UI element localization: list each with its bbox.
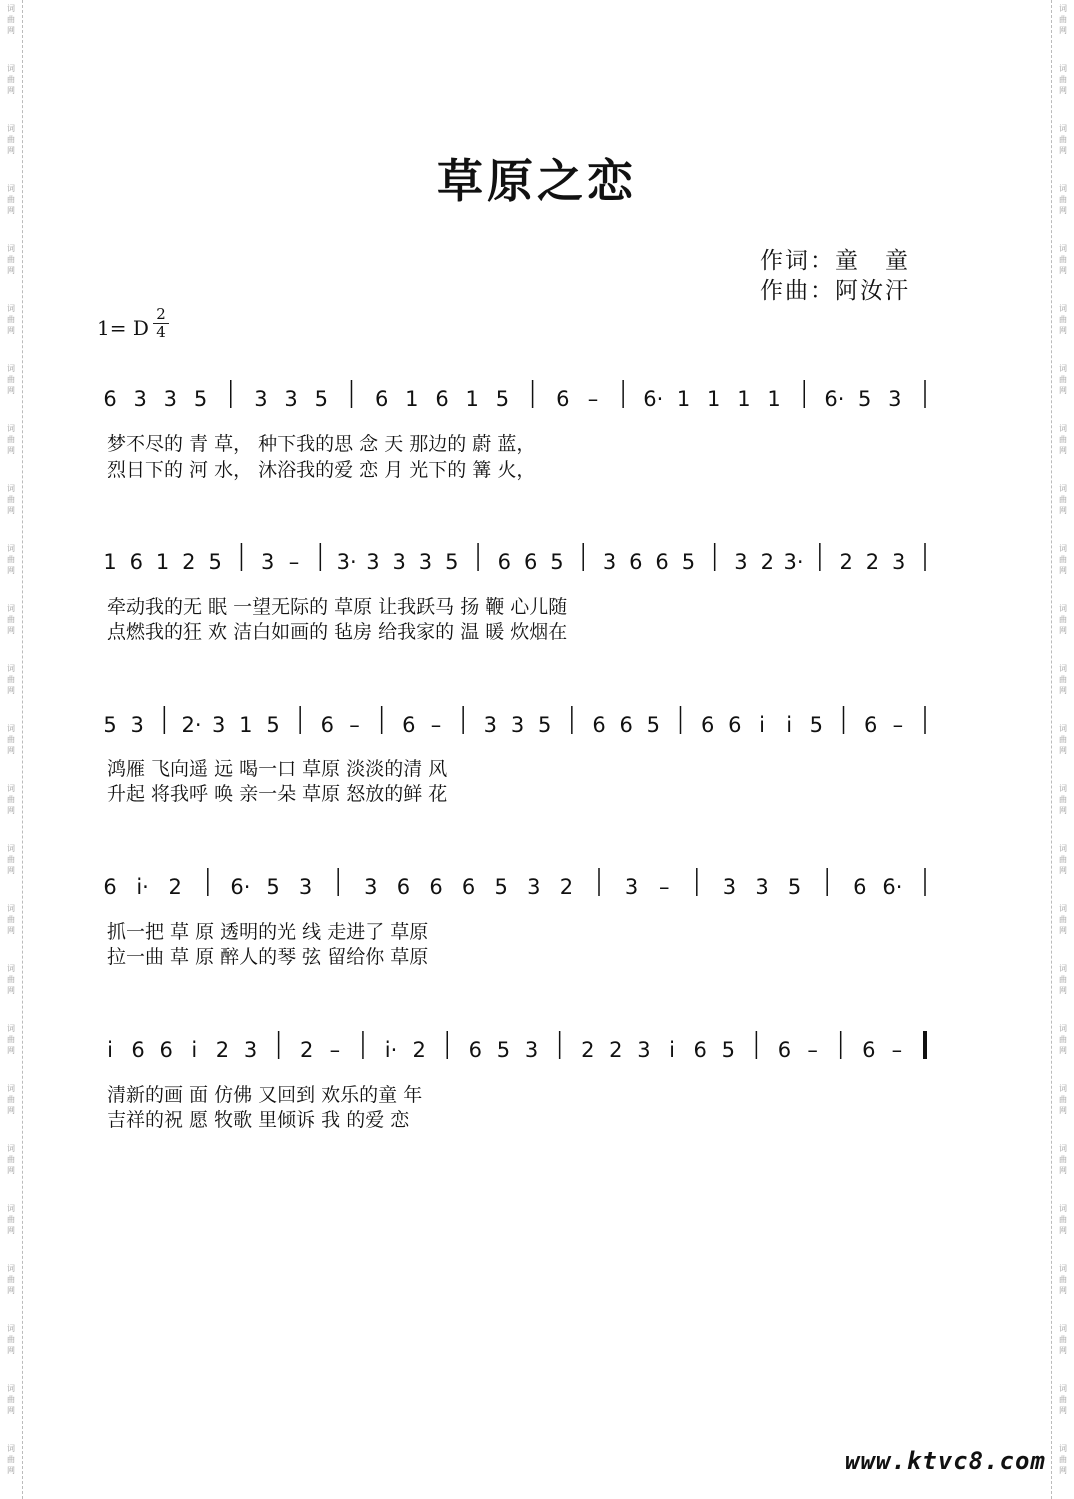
- watermark-glyph: 曲: [1059, 1455, 1067, 1464]
- note: 6: [396, 875, 411, 899]
- watermark-glyph: 网: [7, 626, 15, 635]
- lyric-row-3-verse-2: 升起 将我呼 唤 亲一朵 草原 怒放的鲜 花: [107, 783, 448, 805]
- note: –: [329, 1038, 341, 1062]
- watermark-glyph: 曲: [7, 855, 15, 864]
- watermark-glyph: 网: [1059, 266, 1067, 275]
- watermark-glyph: 词: [7, 604, 15, 613]
- note: i: [669, 1038, 675, 1062]
- note: 6: [103, 875, 117, 899]
- note: –: [891, 1038, 903, 1062]
- watermark-glyph: 曲: [7, 75, 15, 84]
- watermark-glyph: 网: [7, 686, 15, 695]
- watermark-glyph: 曲: [1059, 1035, 1067, 1044]
- watermark-glyph: 词: [1059, 1384, 1067, 1393]
- watermark-glyph: 网: [7, 806, 15, 815]
- watermark-glyph: 词: [1059, 1324, 1067, 1333]
- watermark-glyph: 曲: [7, 915, 15, 924]
- lyric-row-3-verse-1: 鸿雁 飞向遥 远 喝一口 草原 淡淡的清 风: [107, 758, 448, 780]
- watermark-glyph: 词: [1059, 184, 1067, 193]
- watermark-glyph: 网: [7, 1226, 15, 1235]
- watermark-glyph: 词: [7, 1084, 15, 1093]
- watermark-glyph: 词: [1059, 484, 1067, 493]
- note: 5: [266, 713, 280, 737]
- key-signature: 1= D: [97, 316, 149, 340]
- watermark-glyph: 词: [7, 724, 15, 733]
- note: i: [107, 1038, 113, 1062]
- watermark-glyph: 网: [7, 506, 15, 515]
- watermark-glyph: 网: [7, 566, 15, 575]
- watermark-glyph: 曲: [7, 675, 15, 684]
- watermark-glyph: 曲: [7, 195, 15, 204]
- note: 6: [429, 875, 443, 899]
- note: 6: [693, 1038, 707, 1062]
- watermark-glyph: 网: [1059, 26, 1067, 35]
- watermark-glyph: 曲: [1059, 375, 1067, 384]
- watermark-glyph: 网: [1059, 686, 1067, 695]
- note: 6: [862, 1038, 876, 1062]
- lyric-row-2-verse-2: 点燃我的狂 欢 洁白如画的 毡房 给我家的 温 暖 炊烟在: [107, 621, 568, 643]
- watermark-glyph: 词: [7, 1324, 15, 1333]
- watermark-glyph: 曲: [1059, 135, 1067, 144]
- note: 2: [760, 550, 774, 574]
- note: 2: [300, 1038, 314, 1062]
- watermark-glyph: 网: [1059, 926, 1067, 935]
- note: 6: [655, 550, 669, 574]
- note: 3: [298, 875, 313, 899]
- watermark-glyph: 词: [1059, 364, 1067, 373]
- note: 6: [461, 875, 476, 899]
- note: 5: [857, 387, 872, 411]
- note: 1: [676, 387, 691, 411]
- watermark-glyph: 曲: [7, 1215, 15, 1224]
- watermark-glyph: 词: [7, 424, 15, 433]
- watermark-glyph: 曲: [1059, 255, 1067, 264]
- watermark-glyph: 曲: [1059, 855, 1067, 864]
- watermark-glyph: 网: [1059, 1466, 1067, 1475]
- note: 1: [405, 387, 419, 411]
- watermark-glyph: 网: [1059, 506, 1067, 515]
- watermark-glyph: 词: [7, 4, 15, 13]
- composer-credit: 作曲：阿汝汗: [760, 278, 910, 304]
- watermark-glyph: 网: [1059, 806, 1067, 815]
- note: 2: [839, 550, 853, 574]
- note: 5: [809, 713, 824, 737]
- note: 5: [646, 713, 661, 737]
- watermark-glyph: 词: [7, 304, 15, 313]
- watermark-glyph: 词: [7, 244, 15, 253]
- note: 3·: [336, 550, 357, 574]
- note: –: [430, 713, 442, 737]
- watermark-glyph: 网: [1059, 1226, 1067, 1235]
- note: 6: [863, 713, 878, 737]
- note: 6: [619, 713, 633, 737]
- watermark-glyph: 网: [1059, 1106, 1067, 1115]
- watermark-glyph: 曲: [7, 495, 15, 504]
- watermark-glyph: 词: [1059, 424, 1067, 433]
- watermark-glyph: 网: [1059, 866, 1067, 875]
- lyric-row-5-verse-2: 吉祥的祝 愿 牧歌 里倾诉 我 的爱 恋: [107, 1109, 410, 1131]
- note: 6: [497, 550, 512, 574]
- watermark-glyph: 曲: [7, 1275, 15, 1284]
- watermark-glyph: 网: [7, 266, 15, 275]
- note: i: [191, 1038, 198, 1062]
- watermark-glyph: 网: [1059, 326, 1067, 335]
- watermark-glyph: 词: [1059, 1084, 1067, 1093]
- watermark-glyph: 网: [1059, 386, 1067, 395]
- watermark-glyph: 网: [7, 1466, 15, 1475]
- watermark-glyph: 网: [1059, 446, 1067, 455]
- watermark-glyph: 网: [7, 146, 15, 155]
- lyric-row-2-verse-1: 牵动我的无 眠 一望无际的 草原 让我跃马 扬 鞭 心儿随: [107, 596, 568, 618]
- watermark-glyph: 曲: [1059, 555, 1067, 564]
- watermark-glyph: 词: [7, 964, 15, 973]
- watermark-glyph: 曲: [7, 795, 15, 804]
- watermark-glyph: 曲: [1059, 675, 1067, 684]
- watermark-glyph: 网: [7, 206, 15, 215]
- watermark-glyph: 词: [1059, 544, 1067, 553]
- watermark-glyph: 曲: [1059, 495, 1067, 504]
- watermark-glyph: 词: [1059, 604, 1067, 613]
- watermark-glyph: 词: [1059, 784, 1067, 793]
- watermark-glyph: 曲: [7, 1155, 15, 1164]
- watermark-glyph: 网: [7, 446, 15, 455]
- note: i·: [384, 1038, 398, 1062]
- watermark-glyph: 网: [7, 746, 15, 755]
- watermark-glyph: 词: [7, 1204, 15, 1213]
- note: 6: [129, 550, 143, 574]
- watermark-glyph: 词: [1059, 964, 1067, 973]
- note: 1: [465, 387, 479, 411]
- watermark-glyph: 网: [7, 386, 15, 395]
- note: 6: [556, 387, 570, 411]
- note: 3: [163, 387, 178, 411]
- watermark-glyph: 曲: [1059, 795, 1067, 804]
- watermark-glyph: 网: [7, 1346, 15, 1355]
- watermark-glyph: 词: [1059, 1264, 1067, 1273]
- watermark-glyph: 网: [1059, 746, 1067, 755]
- note: 5: [495, 387, 510, 411]
- lyric-row-4-verse-2: 拉一曲 草 原 醉人的琴 弦 留给你 草原: [107, 946, 429, 968]
- watermark-glyph: 网: [1059, 1166, 1067, 1175]
- watermark-glyph: 词: [7, 1264, 15, 1273]
- watermark-glyph: 词: [7, 904, 15, 913]
- note: 2: [865, 550, 880, 574]
- watermark-glyph: 词: [1059, 1444, 1067, 1453]
- watermark-glyph: 曲: [7, 375, 15, 384]
- watermark-glyph: 曲: [7, 1455, 15, 1464]
- site-url: www.ktvc8.com: [845, 1447, 1046, 1475]
- watermark-glyph: 网: [1059, 1346, 1067, 1355]
- watermark-glyph: 词: [1059, 304, 1067, 313]
- note: 3: [243, 1038, 258, 1062]
- watermark-glyph: 曲: [7, 1095, 15, 1104]
- watermark-glyph: 曲: [7, 1335, 15, 1344]
- watermark-glyph: 网: [7, 1286, 15, 1295]
- note: 3: [510, 713, 525, 737]
- watermark-glyph: 曲: [1059, 1395, 1067, 1404]
- note: 6: [523, 550, 538, 574]
- watermark-glyph: 网: [1059, 86, 1067, 95]
- watermark-glyph: 词: [7, 844, 15, 853]
- watermark-glyph: 网: [1059, 566, 1067, 575]
- note: –: [892, 713, 904, 737]
- note: 6: [853, 875, 867, 899]
- watermark-glyph: 词: [1059, 904, 1067, 913]
- watermark-glyph: 网: [1059, 986, 1067, 995]
- note: 3: [211, 713, 226, 737]
- watermark-glyph: 曲: [1059, 75, 1067, 84]
- watermark-glyph: 词: [7, 64, 15, 73]
- note: 2: [168, 875, 182, 899]
- note: 6: [131, 1038, 145, 1062]
- watermark-glyph: 网: [7, 986, 15, 995]
- watermark-glyph: 曲: [1059, 195, 1067, 204]
- song-title: 草原之恋: [437, 154, 637, 208]
- note: 2: [581, 1038, 595, 1062]
- watermark-glyph: 网: [1059, 1406, 1067, 1415]
- note: 6: [700, 713, 715, 737]
- watermark-glyph: 词: [7, 1384, 15, 1393]
- watermark-glyph: 曲: [7, 555, 15, 564]
- note: 5: [494, 875, 508, 899]
- note: 3: [602, 550, 617, 574]
- note: 3: [624, 875, 639, 899]
- note: 5: [721, 1038, 735, 1062]
- note: 6: [320, 713, 335, 737]
- lyric-row-5-verse-1: 清新的画 面 仿佛 又回到 欢乐的童 年: [107, 1084, 423, 1106]
- watermark-glyph: 网: [7, 1106, 15, 1115]
- note: 3: [888, 387, 902, 411]
- note: 6·: [643, 387, 664, 411]
- lyric-row-4-verse-1: 抓一把 草 原 透明的光 线 走进了 草原: [107, 921, 429, 943]
- watermark-glyph: 网: [7, 1166, 15, 1175]
- watermark-glyph: 曲: [1059, 735, 1067, 744]
- note: 6·: [882, 875, 903, 899]
- note: 3: [133, 387, 147, 411]
- watermark-glyph: 网: [7, 86, 15, 95]
- note: 5: [208, 550, 222, 574]
- watermark-glyph: 曲: [7, 735, 15, 744]
- note: 5: [787, 875, 802, 899]
- note: –: [288, 550, 300, 574]
- watermark-glyph: 曲: [1059, 1335, 1067, 1344]
- note: 6: [629, 550, 643, 574]
- note: 3: [524, 1038, 539, 1062]
- lyricist-credit: 作词：童 童: [760, 248, 910, 274]
- note: 3: [261, 550, 275, 574]
- note: 1: [155, 550, 170, 574]
- time-signature-top: 2: [156, 305, 166, 323]
- note: 3: [527, 875, 541, 899]
- note: 6: [777, 1038, 792, 1062]
- watermark-glyph: 曲: [1059, 1095, 1067, 1104]
- watermark-glyph: 曲: [7, 1395, 15, 1404]
- note: 3: [755, 875, 769, 899]
- watermark-glyph: 词: [7, 1144, 15, 1153]
- lyric-row-1-verse-2: 烈日下的 河 水， 沐浴我的爱 恋 月 光下的 篝 火，: [107, 459, 536, 481]
- note: –: [349, 713, 360, 737]
- note: 2: [215, 1038, 230, 1062]
- note: 5: [681, 550, 696, 574]
- note: 2·: [181, 713, 202, 737]
- watermark-glyph: 曲: [1059, 435, 1067, 444]
- watermark-glyph: 曲: [7, 135, 15, 144]
- watermark-glyph: 曲: [7, 1035, 15, 1044]
- watermark-glyph: 词: [7, 184, 15, 193]
- note: 2: [412, 1038, 426, 1062]
- note: 5: [103, 713, 117, 737]
- watermark-glyph: 词: [1059, 1024, 1067, 1033]
- watermark-glyph: 网: [1059, 146, 1067, 155]
- watermark-glyph: 词: [1059, 664, 1067, 673]
- watermark-glyph: 词: [1059, 64, 1067, 73]
- watermark-glyph: 词: [7, 544, 15, 553]
- watermark-glyph: 曲: [7, 615, 15, 624]
- watermark-glyph: 曲: [7, 435, 15, 444]
- time-signature-bottom: 4: [156, 323, 166, 341]
- watermark-glyph: 网: [7, 326, 15, 335]
- watermark-glyph: 词: [7, 1024, 15, 1033]
- watermark-glyph: 词: [7, 664, 15, 673]
- watermark-glyph: 网: [1059, 206, 1067, 215]
- note: 2: [182, 550, 196, 574]
- watermark-glyph: 曲: [1059, 15, 1067, 24]
- note: 6: [435, 387, 449, 411]
- note: 6: [728, 713, 742, 737]
- watermark-glyph: 网: [7, 1406, 15, 1415]
- note: 6·: [824, 387, 845, 411]
- note: 3·: [783, 550, 804, 574]
- watermark-glyph: 曲: [7, 315, 15, 324]
- watermark-glyph: 网: [7, 926, 15, 935]
- watermark-glyph: 词: [1059, 1204, 1067, 1213]
- watermark-glyph: 网: [1059, 626, 1067, 635]
- watermark-glyph: 词: [1059, 1144, 1067, 1153]
- note: 6: [468, 1038, 483, 1062]
- watermark-glyph: 词: [7, 364, 15, 373]
- note: 5: [550, 550, 564, 574]
- note: 2: [559, 875, 574, 899]
- watermark-glyph: 曲: [7, 15, 15, 24]
- note: 2: [609, 1038, 623, 1062]
- note: 1: [737, 387, 751, 411]
- watermark-glyph: 词: [1059, 844, 1067, 853]
- note: 3: [483, 713, 498, 737]
- note: 5: [314, 387, 328, 411]
- note: 3: [418, 550, 433, 574]
- watermark-glyph: 词: [7, 124, 15, 133]
- note: i·: [136, 875, 149, 899]
- watermark-glyph: 曲: [7, 975, 15, 984]
- watermark-glyph: 词: [7, 784, 15, 793]
- watermark-glyph: 网: [7, 1046, 15, 1055]
- note: 6: [402, 713, 416, 737]
- note: 3: [366, 550, 380, 574]
- note: 3: [364, 875, 378, 899]
- note: 5: [193, 387, 208, 411]
- note: 3: [392, 550, 406, 574]
- watermark-glyph: 曲: [1059, 1215, 1067, 1224]
- watermark-glyph: 词: [1059, 124, 1067, 133]
- watermark-glyph: 曲: [1059, 975, 1067, 984]
- note: 1: [103, 550, 117, 574]
- note: 5: [496, 1038, 511, 1062]
- watermark-glyph: 曲: [1059, 315, 1067, 324]
- note: 5: [537, 713, 552, 737]
- watermark-glyph: 词: [7, 484, 15, 493]
- note: i: [759, 713, 765, 737]
- note: 3: [254, 387, 268, 411]
- note: 5: [445, 550, 459, 574]
- note: 1: [767, 387, 781, 411]
- note: 3: [637, 1038, 651, 1062]
- lyric-row-1-verse-1: 梦不尽的 青 草， 种下我的思 念 天 那边的 蔚 蓝，: [107, 433, 536, 455]
- watermark-glyph: 曲: [7, 255, 15, 264]
- note: 1: [707, 387, 721, 411]
- watermark-glyph: 网: [7, 866, 15, 875]
- watermark-glyph: 网: [7, 26, 15, 35]
- watermark-glyph: 曲: [1059, 615, 1067, 624]
- note: i: [786, 713, 793, 737]
- note: 3: [722, 875, 737, 899]
- note: –: [587, 387, 599, 411]
- watermark-glyph: 网: [1059, 1286, 1067, 1295]
- note: 6: [159, 1038, 173, 1062]
- note: 3: [892, 550, 906, 574]
- note: 3: [130, 713, 144, 737]
- watermark-glyph: 词: [1059, 4, 1067, 13]
- note: 3: [284, 387, 298, 411]
- note: 5: [266, 875, 280, 899]
- watermark-glyph: 网: [1059, 1046, 1067, 1055]
- note: 6·: [230, 875, 251, 899]
- note: 6: [103, 387, 117, 411]
- watermark-glyph: 曲: [1059, 915, 1067, 924]
- watermark-glyph: 曲: [1059, 1155, 1067, 1164]
- note: 6: [374, 387, 389, 411]
- watermark-glyph: 词: [1059, 724, 1067, 733]
- note: –: [658, 875, 670, 899]
- watermark-glyph: 词: [7, 1444, 15, 1453]
- watermark-glyph: 词: [1059, 244, 1067, 253]
- note: 1: [239, 713, 253, 737]
- watermark-glyph: 曲: [1059, 1275, 1067, 1284]
- note: 3: [734, 550, 748, 574]
- note: 6: [592, 713, 606, 737]
- note: –: [807, 1038, 818, 1062]
